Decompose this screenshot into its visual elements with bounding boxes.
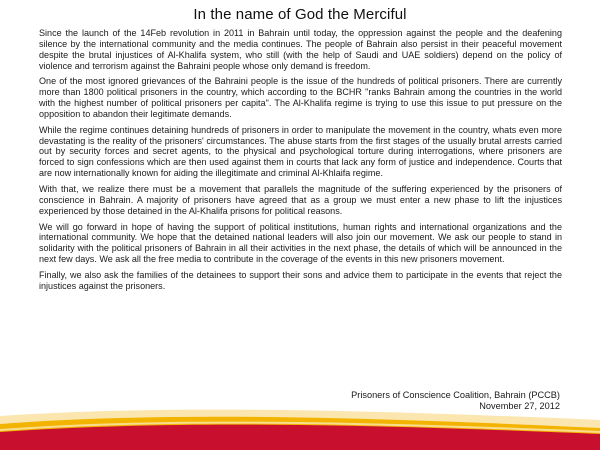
signature-organization: Prisoners of Conscience Coalition, Bahrain (PCCB) (351, 390, 560, 400)
paragraph-5: We will go forward in hope of having the support of political institutions, human rights and international organizations and the international community. We hope that the detained national leaders will also join our movement. We ask our people to stand in solidarity with the political prisoners of Bahrain in all their activities in the next phase, the details of which will be announced in the next few days. We ask all the free media to contribute in the coverage of the events in this new prisoners movement. (39, 221, 562, 265)
decorative-footer-band (0, 402, 600, 450)
paragraph-4: With that, we realize there must be a movement that parallels the magnitude of the suffering experienced by the prisoners of conscience in Bahrain. A majority of prisoners have agreed that as a group we must enter a new phase to lift the injustices experienced by those detained in the Al-Khalifa prisons for political reasons. (39, 183, 562, 216)
signature-date: November 27, 2012 (479, 401, 560, 411)
paragraph-6: Finally, we also ask the families of the detainees to support their sons and advice them to participate in the events that reject the injustices against the prisoners. (39, 269, 562, 291)
document-title: In the name of God the Merciful (193, 6, 407, 23)
statement-body (39, 28, 562, 297)
paragraph-2: One of the most ignored grievances of the Bahraini people is the issue of the hundreds of political prisoners. There are currently more than 1800 political prisoners in the country, which according to the BCHR "ranks Bahrain among the countries in the world with the highest number of political prisoners per capita". The Al-Khalifa regime is trying to use this issue to put pressure on the opposition to abandon their legitimate demands. (39, 76, 562, 119)
paragraph-3: While the regime continues detaining hundreds of prisoners in order to manipulate the movement in the country, whats even more devastating is the reality of the prisoners' circumstances. The abuse starts from the first stages of the usually brutal arrests carried out by security forces and secret agents, to the physical and psychological torture during interrogations, where prisoners are forced to sign confessions which are then used against them in courts that lack any form of justice and independence. Courts that are now internationally known for aiding the illegitimate and criminal Al-Khlaifa regime. (39, 124, 562, 179)
paragraph-1: Since the launch of the 14Feb revolution in 2011 in Bahrain until today, the oppression against the people and the deafening silence by the international community and the media continues. The people of Bahrain also persist in their peaceful movement despite the brutal injustices of Al-Khalifa system, who still (with the help of Saudi and UAE soldiers) depend on the policy of violence and terrorism against the Bahraini people whose only demand is freedom. (39, 28, 562, 71)
